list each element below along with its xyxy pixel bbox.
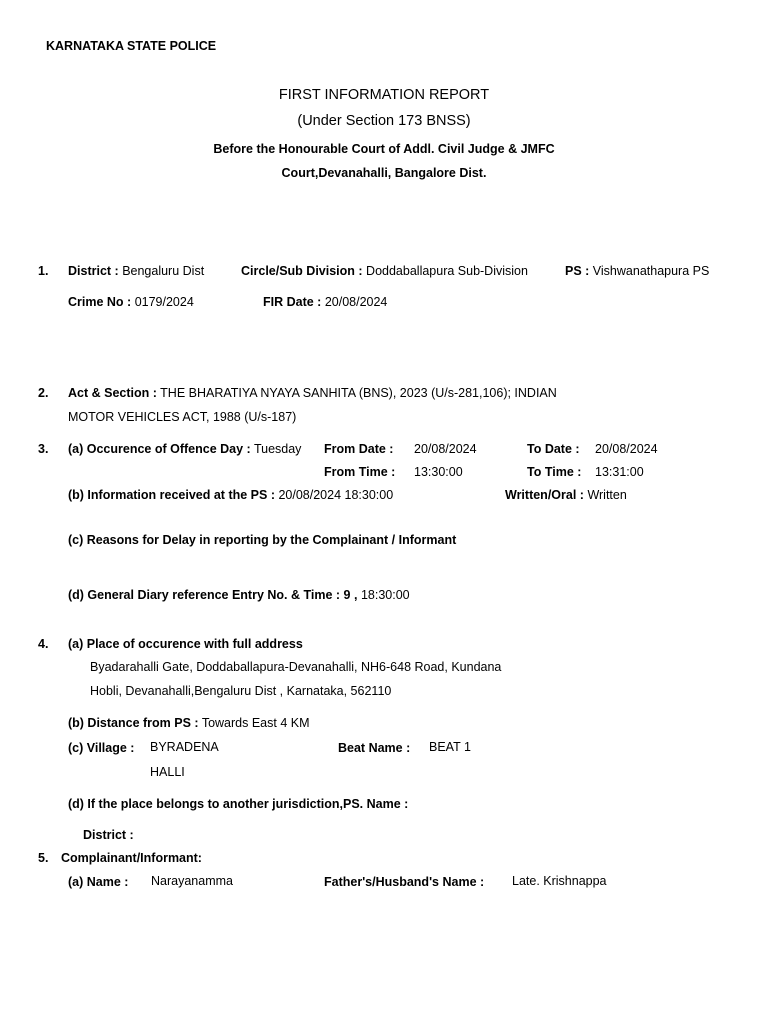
complainant-name-label: (a) Name : (68, 875, 129, 889)
act-section-label: Act & Section : (68, 386, 157, 400)
section-2-number: 2. (38, 386, 49, 400)
circle-label: Circle/Sub Division : (241, 264, 363, 278)
father-husband-name-label: Father's/Husband's Name : (324, 875, 485, 889)
circle-field (241, 264, 528, 279)
fir-date-value: 20/08/2024 (324, 295, 388, 309)
address-line-2: Hobli, Devanahalli,Bengaluru Dist , Karnataka, 562110 (90, 684, 392, 698)
section-4-number: 4. (38, 637, 49, 651)
general-diary-time: 18:30:00 (360, 588, 410, 602)
offence-day-field (68, 442, 301, 457)
general-diary-field (68, 588, 410, 603)
court-line-1: Before the Honourable Court of Addl. Civil Judge & JMFC (213, 142, 555, 156)
org-name: KARNATAKA STATE POLICE (46, 39, 217, 53)
to-date-label: To Date : (527, 442, 580, 456)
delay-reasons-label: (c) Reasons for Delay in reporting by the Complainant / Informant (68, 533, 457, 547)
complainant-name-value: Narayanamma (151, 874, 233, 888)
village-value-line-1: BYRADENA (150, 740, 219, 754)
to-time-value: 13:31:00 (595, 465, 644, 479)
info-received-field (68, 488, 393, 503)
address-line-1: Byadarahalli Gate, Doddaballapura-Devanahalli, NH6-648 Road, Kundana (90, 660, 502, 674)
written-oral-value: Written (587, 488, 627, 502)
fir-date-field (263, 295, 387, 310)
distance-field (68, 716, 310, 731)
written-oral-field (505, 488, 627, 503)
fir-date-label: FIR Date : (263, 295, 322, 309)
offence-day-label: (a) Occurence of Offence Day : (68, 442, 251, 456)
father-husband-name-value: Late. Krishnappa (512, 874, 607, 888)
report-subtitle: (Under Section 173 BNSS) (297, 113, 471, 129)
other-jurisdiction-label: (d) If the place belongs to another jurisdiction,PS. Name : (68, 797, 409, 811)
distance-value: Towards East 4 KM (201, 716, 310, 730)
district-value: Bengaluru Dist (122, 264, 205, 278)
village-label: (c) Village : (68, 741, 135, 755)
village-value-line-2: HALLI (150, 765, 185, 779)
section-3-number: 3. (38, 442, 49, 456)
to-date-value: 20/08/2024 (595, 442, 658, 456)
beat-name-value: BEAT 1 (429, 740, 471, 754)
from-time-label: From Time : (324, 465, 396, 479)
from-date-label: From Date : (324, 442, 394, 456)
info-received-label: (b) Information received at the PS : (68, 488, 275, 502)
act-section-field (68, 386, 557, 401)
distance-label: (b) Distance from PS : (68, 716, 199, 730)
district-label: District : (68, 264, 119, 278)
ps-value: Vishwanathapura PS (592, 264, 710, 278)
crime-no-field (68, 295, 194, 310)
from-date-value: 20/08/2024 (414, 442, 477, 456)
court-line-2: Court,Devanahalli, Bangalore Dist. (281, 166, 487, 180)
general-diary-label: (d) General Diary reference Entry No. & Time : 9 , (68, 588, 358, 602)
report-title: FIRST INFORMATION REPORT (278, 87, 490, 103)
crime-no-value: 0179/2024 (134, 295, 194, 309)
place-of-occurence-label: (a) Place of occurence with full address (68, 637, 303, 651)
other-district-label: District : (83, 828, 134, 842)
act-section-value-line-2: MOTOR VEHICLES ACT, 1988 (U/s-187) (68, 410, 297, 424)
crime-no-label: Crime No : (68, 295, 132, 309)
info-received-value: 20/08/2024 18:30:00 (278, 488, 394, 502)
written-oral-label: Written/Oral : (505, 488, 584, 502)
section-1-number: 1. (38, 264, 49, 278)
ps-field (565, 264, 709, 279)
section-5-number: 5. (38, 851, 49, 865)
circle-value: Doddaballapura Sub-Division (366, 264, 528, 278)
act-section-value-line-1: THE BHARATIYA NYAYA SANHITA (BNS), 2023 (U/s-281,106); INDIAN (160, 386, 557, 400)
ps-label: PS : (565, 264, 590, 278)
district-field (68, 264, 204, 279)
to-time-label: To Time : (527, 465, 582, 479)
beat-name-label: Beat Name : (338, 741, 411, 755)
offence-day-value: Tuesday (253, 442, 302, 456)
from-time-value: 13:30:00 (414, 465, 463, 479)
complainant-title: Complainant/Informant: (61, 851, 202, 865)
